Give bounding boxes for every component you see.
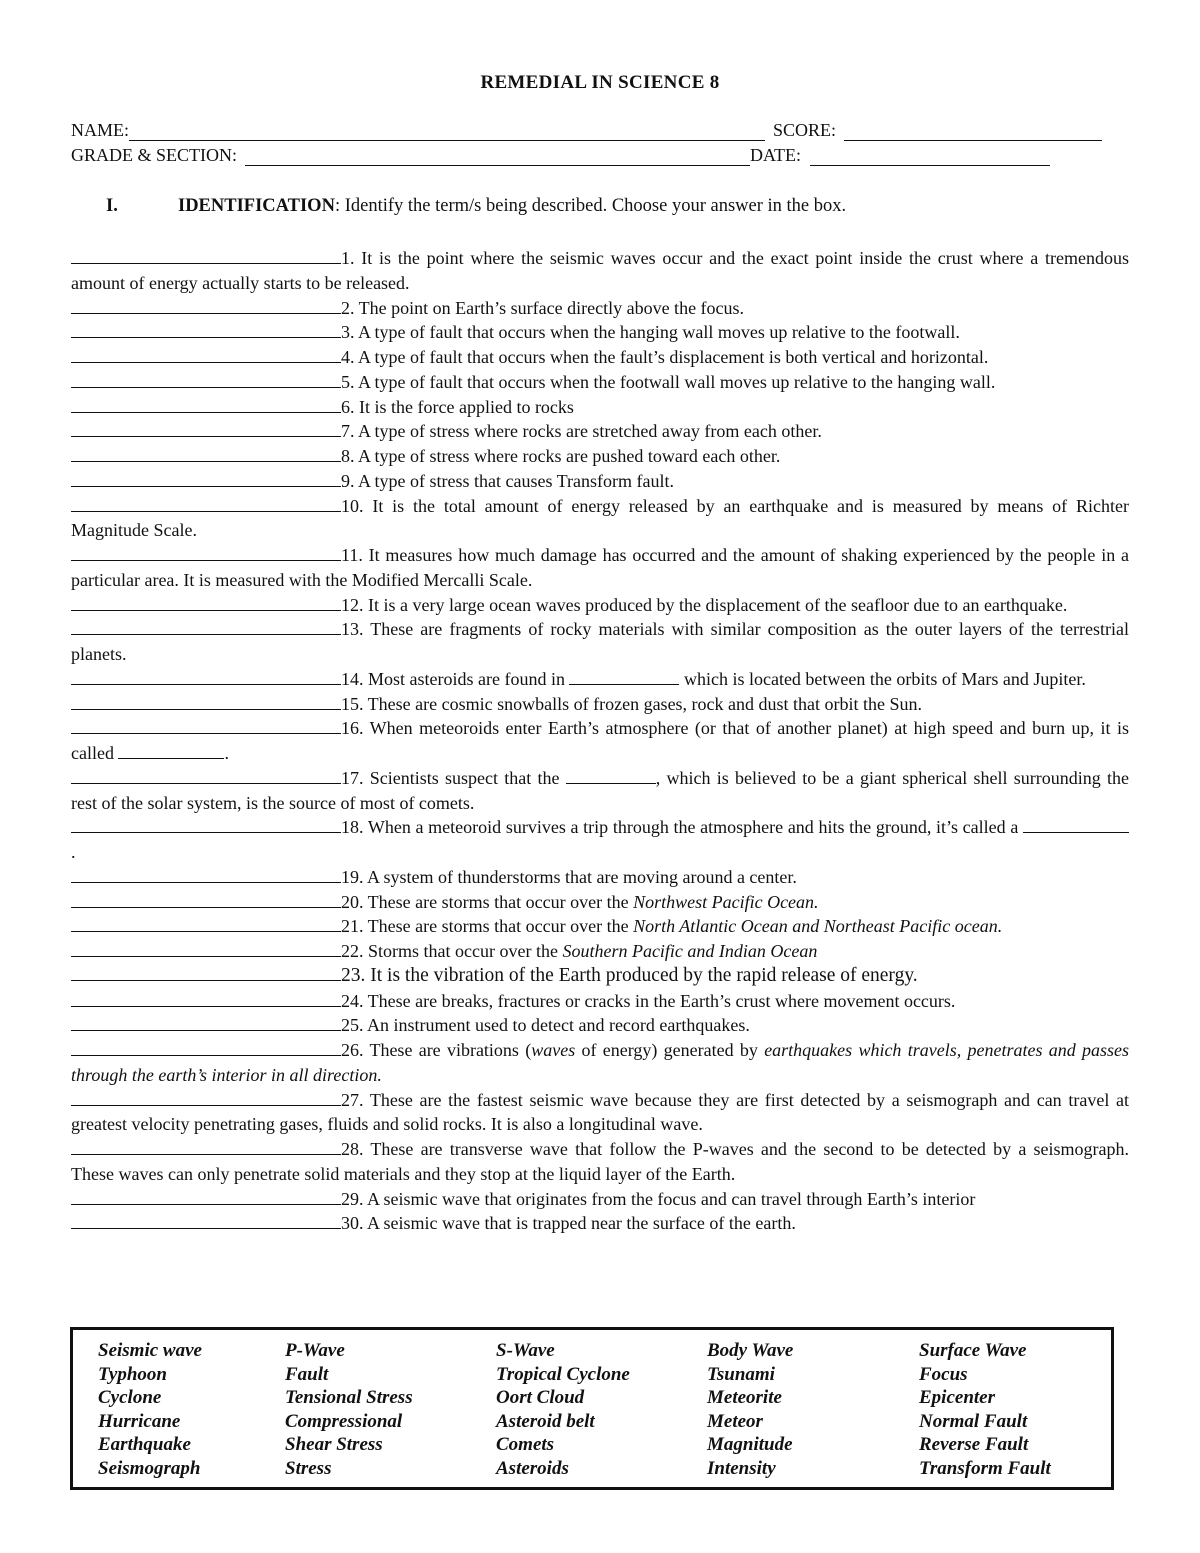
choice-term: Shear Stress <box>285 1434 383 1455</box>
answer-blank[interactable] <box>71 694 341 710</box>
grade-date-row <box>71 145 1121 166</box>
answer-blank[interactable] <box>71 595 341 611</box>
inline-blank[interactable] <box>118 743 224 759</box>
choice-term: Transform Fault <box>919 1457 1051 1479</box>
list-item: 2. The point on Earth’s surface directly above the focus. <box>71 296 1129 321</box>
answer-blank[interactable] <box>71 1015 341 1031</box>
choice-term: Asteroid belt <box>496 1410 595 1432</box>
choice-term: Fault <box>285 1363 329 1385</box>
inline-blank[interactable] <box>1023 817 1129 833</box>
answer-blank[interactable] <box>71 768 341 784</box>
list-item: 25. An instrument used to detect and record earthquakes. <box>71 1013 1129 1038</box>
list-item: 24. These are breaks, fractures or cracks in the Earth’s crust where movement occurs. <box>71 989 1129 1014</box>
grade-section-label: GRADE & SECTION: <box>71 145 237 165</box>
answer-blank[interactable] <box>71 669 341 685</box>
choice-term: Oort Cloud <box>496 1387 585 1408</box>
section-heading <box>106 196 846 217</box>
answer-blank[interactable] <box>71 397 341 413</box>
date-field[interactable] <box>810 149 1050 166</box>
choice-term: Reverse Fault <box>919 1434 1029 1455</box>
choice-term: Meteorite <box>707 1387 782 1408</box>
identification-items <box>71 246 1129 1236</box>
answer-blank[interactable] <box>71 298 341 314</box>
choice-term: Earthquake <box>98 1434 191 1455</box>
answer-blank[interactable] <box>71 941 341 957</box>
name-label: NAME: <box>71 120 129 140</box>
list-item: 16. When meteoroids enter Earth’s atmosphere (or that of another planet) at high speed and burn up, it is called . <box>71 718 1129 763</box>
choice-term: Comets <box>496 1434 555 1455</box>
section-name: IDENTIFICATION <box>178 196 335 216</box>
answer-blank[interactable] <box>71 496 341 512</box>
choice-term: Meteor <box>707 1410 763 1432</box>
list-item: 19. A system of thunderstorms that are moving around a center. <box>71 865 1129 890</box>
list-item: 6. It is the force applied to rocks <box>71 395 1129 420</box>
list-item: 9. A type of stress that causes Transform fault. <box>71 469 1129 494</box>
choice-term: Hurricane <box>98 1410 181 1432</box>
section-instruction: : Identify the term/s being described. Choose your answer in the box. <box>334 196 847 216</box>
choice-term: Epicenter <box>919 1387 995 1408</box>
answer-blank[interactable] <box>71 446 341 462</box>
answer-blank[interactable] <box>71 1090 341 1106</box>
answer-blank[interactable] <box>71 965 341 981</box>
grade-section-field[interactable] <box>245 149 750 166</box>
list-item: 4. A type of fault that occurs when the fault’s displacement is both vertical and horizontal. <box>71 345 1129 370</box>
choice-term: Intensity <box>707 1457 776 1479</box>
list-item: 14. Most asteroids are found in which is located between the orbits of Mars and Jupiter. <box>71 667 1129 692</box>
answer-choices-box <box>70 1327 1114 1490</box>
list-item: 18. When a meteoroid survives a trip through the atmosphere and hits the ground, it’s called a . <box>71 815 1129 865</box>
choice-term: Compressional <box>285 1410 403 1432</box>
choice-term: Body Wave <box>707 1340 794 1361</box>
inline-blank[interactable] <box>569 669 679 685</box>
list-item: 23. It is the vibration of the Earth produced by the rapid release of energy. <box>71 964 1129 989</box>
list-item: 17. Scientists suspect that the , which is believed to be a giant spherical shell surrounding the rest of the solar system, is the source of most of comets. <box>71 767 1129 813</box>
choice-term: Asteroids <box>496 1457 569 1479</box>
choice-term: Typhoon <box>98 1363 167 1385</box>
choice-term: Tsunami <box>707 1363 775 1385</box>
choice-term: Tensional Stress <box>285 1387 413 1408</box>
choice-term: Focus <box>919 1363 968 1385</box>
list-item: 3. A type of fault that occurs when the hanging wall moves up relative to the footwall. <box>71 320 1129 345</box>
list-item: 27. These are the fastest seismic wave because they are first detected by a seismograph and can travel at greatest velocity penetrating gases, fluids and solid rocks. It is also a longitudinal wave. <box>71 1089 1129 1135</box>
answer-blank[interactable] <box>71 718 341 734</box>
answer-blank[interactable] <box>71 916 341 932</box>
answer-blank[interactable] <box>71 471 341 487</box>
inline-blank[interactable] <box>566 768 656 784</box>
choice-term: Stress <box>285 1457 332 1479</box>
answer-blank[interactable] <box>71 248 341 264</box>
choice-term: Tropical Cyclone <box>496 1363 630 1385</box>
answer-blank[interactable] <box>71 817 341 833</box>
answer-blank[interactable] <box>71 892 341 908</box>
answer-blank[interactable] <box>71 1213 341 1229</box>
choice-term: Surface Wave <box>919 1340 1027 1361</box>
answer-choices-grid <box>98 1340 1108 1481</box>
answer-blank[interactable] <box>71 1189 341 1205</box>
list-item: 29. A seismic wave that originates from the focus and can travel through Earth’s interior <box>71 1187 1129 1212</box>
list-item: 5. A type of fault that occurs when the footwall wall moves up relative to the hanging wall. <box>71 370 1129 395</box>
score-field[interactable] <box>844 124 1102 141</box>
choice-term: Magnitude <box>707 1434 793 1455</box>
name-score-row <box>71 120 1121 141</box>
choice-term: Seismograph <box>98 1457 201 1479</box>
choice-term: P-Wave <box>285 1340 345 1361</box>
list-item: 28. These are transverse wave that follow the P-waves and the second to be detected by a seismograph. These waves can only penetrate solid materials and they stop at the liquid layer of the Earth. <box>71 1139 1129 1184</box>
score-label: SCORE: <box>773 120 837 140</box>
answer-blank[interactable] <box>71 421 341 437</box>
list-item: 11. It measures how much damage has occurred and the amount of shaking experienced by the people in a particular area. It is measured with the Modified Mercalli Scale. <box>71 545 1129 590</box>
list-item: 30. A seismic wave that is trapped near the surface of the earth. <box>71 1211 1129 1236</box>
list-item: 22. Storms that occur over the Southern Pacific and Indian Ocean <box>71 939 1129 964</box>
date-label: DATE: <box>750 145 801 165</box>
list-item: 12. It is a very large ocean waves produced by the displacement of the seafloor due to an earthquake. <box>71 593 1129 618</box>
answer-blank[interactable] <box>71 1139 341 1155</box>
list-item: 15. These are cosmic snowballs of frozen gases, rock and dust that orbit the Sun. <box>71 692 1129 717</box>
answer-blank[interactable] <box>71 619 341 635</box>
answer-blank[interactable] <box>71 991 341 1007</box>
section-number: I. <box>106 196 118 216</box>
answer-blank[interactable] <box>71 347 341 363</box>
list-item: 26. These are vibrations (waves of energy) generated by earthquakes which travels, penetrates and passes through the earth’s interior in all direction. <box>71 1040 1130 1085</box>
answer-blank[interactable] <box>71 1040 341 1056</box>
answer-blank[interactable] <box>71 372 341 388</box>
page-title: REMEDIAL IN SCIENCE 8 <box>480 72 720 93</box>
choice-term: Normal Fault <box>919 1410 1028 1432</box>
choice-term: Cyclone <box>98 1387 162 1408</box>
list-item: 21. These are storms that occur over the North Atlantic Ocean and Northeast Pacific ocean. <box>71 914 1129 939</box>
answer-blank[interactable] <box>71 322 341 338</box>
list-item: 1. It is the point where the seismic waves occur and the exact point inside the crust where a tremendous amount of energy actually starts to be released. <box>71 248 1129 293</box>
choice-term: S-Wave <box>496 1340 555 1361</box>
list-item: 7. A type of stress where rocks are stretched away from each other. <box>71 419 1129 444</box>
list-item: 10. It is the total amount of energy released by an earthquake and is measured by means of Richter Magnitude Scale. <box>71 495 1129 541</box>
name-field[interactable] <box>129 124 765 141</box>
choice-term: Seismic wave <box>98 1340 202 1361</box>
list-item: 8. A type of stress where rocks are pushed toward each other. <box>71 444 1129 469</box>
answer-blank[interactable] <box>71 545 341 561</box>
list-item: 13. These are fragments of rocky materials with similar composition as the outer layers of the terrestrial planets. <box>71 619 1129 664</box>
answer-blank[interactable] <box>71 867 341 883</box>
list-item: 20. These are storms that occur over the Northwest Pacific Ocean. <box>71 890 1129 915</box>
